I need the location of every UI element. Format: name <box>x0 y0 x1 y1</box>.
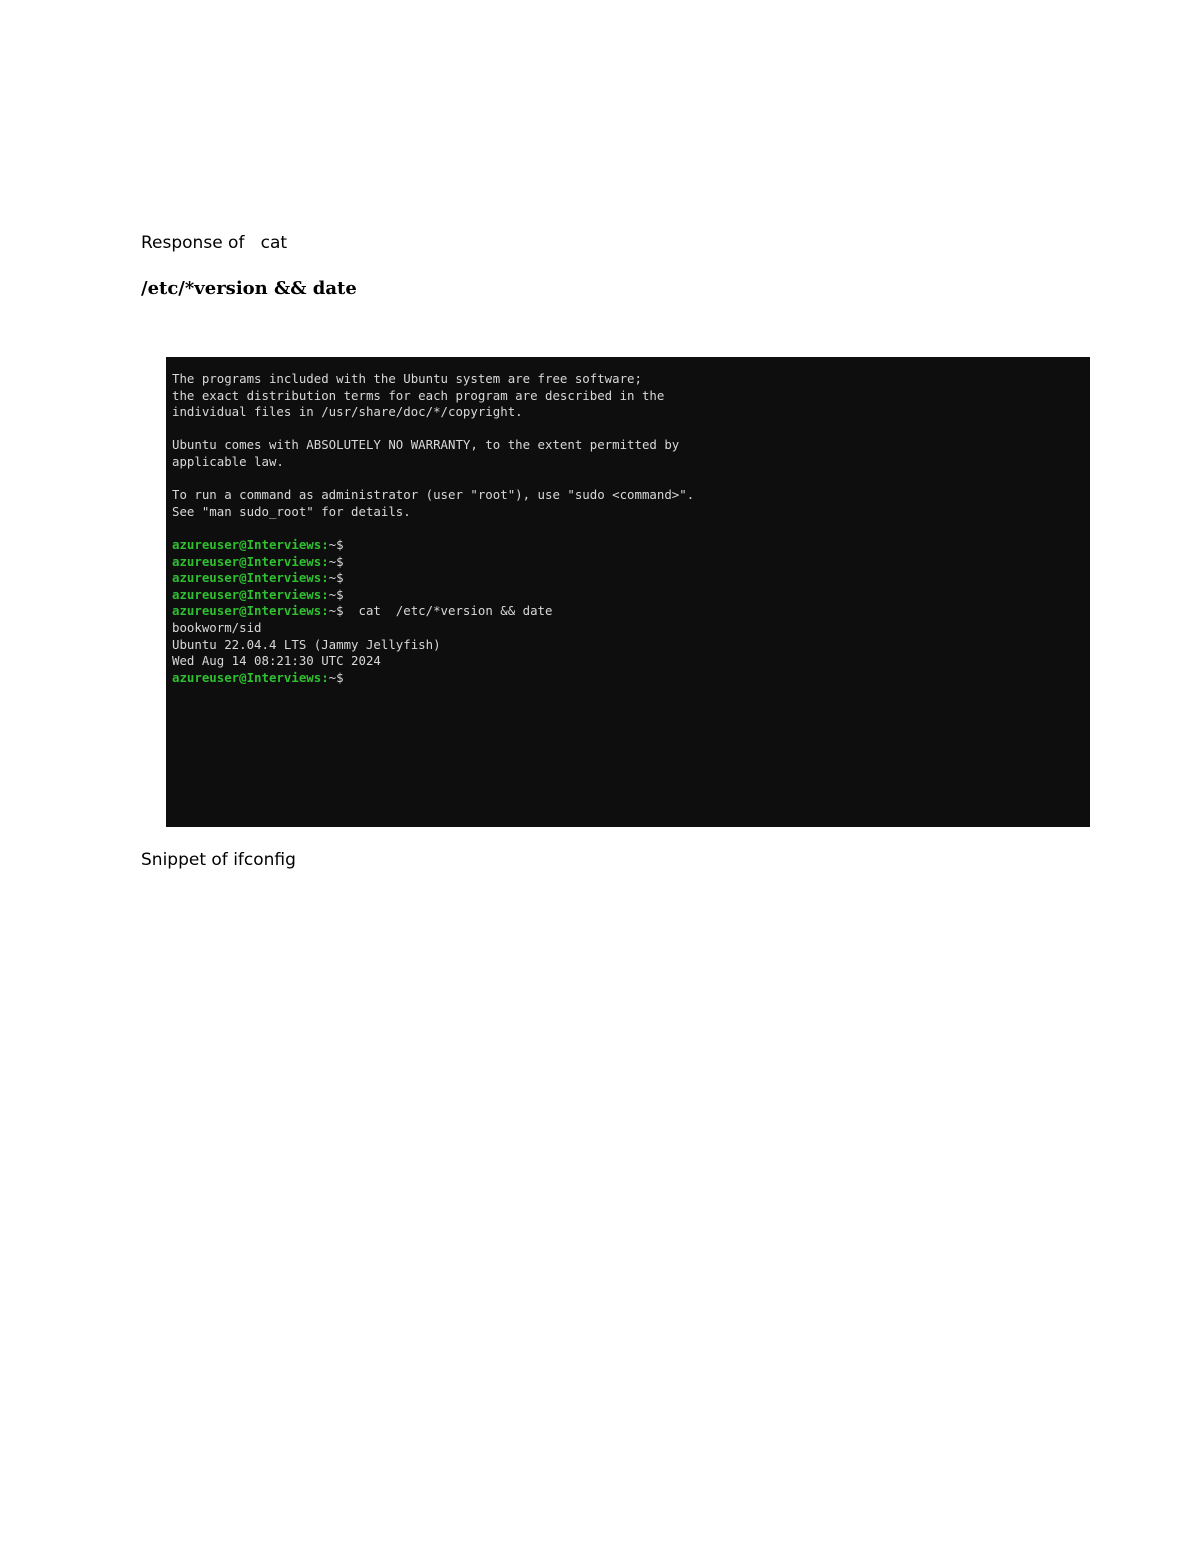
terminal-output-line: The programs included with the Ubuntu system are free software; <box>172 371 642 386</box>
prompt-user-host: azureuser@Interviews: <box>172 603 329 619</box>
terminal-output-line: applicable law. <box>172 453 284 469</box>
heading-command-part1: Response of cat <box>141 233 288 253</box>
terminal-output-line: Wed Aug 14 08:21:30 UTC 2024 <box>172 653 381 669</box>
terminal-prompt-line <box>172 554 1084 571</box>
caption-ifconfig: Snippet of ifconfig <box>141 850 296 870</box>
prompt-symbol: ~$ <box>328 570 344 586</box>
terminal-output-line: bookworm/sid <box>172 619 262 635</box>
terminal-prompt-line <box>172 537 1084 554</box>
prompt-user-host: azureuser@Interviews: <box>172 553 329 569</box>
prompt-user-host: azureuser@Interviews: <box>172 536 329 552</box>
prompt-symbol: ~$ <box>328 603 344 619</box>
prompt-symbol: ~$ <box>328 669 344 685</box>
prompt-user-host: azureuser@Interviews: <box>172 586 329 602</box>
terminal-screenshot <box>166 357 1090 827</box>
terminal-output-line: Ubuntu 22.04.4 LTS (Jammy Jellyfish) <box>172 636 441 652</box>
terminal-output-line <box>172 421 1084 438</box>
terminal-output-line <box>172 520 1084 537</box>
terminal-output-line: To run a command as administrator (user "root"), use "sudo <command>". <box>172 487 695 503</box>
prompt-user-host: azureuser@Interviews: <box>172 570 329 586</box>
prompt-symbol: ~$ <box>328 553 344 569</box>
prompt-command: cat /etc/*version && date <box>343 603 553 619</box>
prompt-user-host: azureuser@Interviews: <box>172 669 329 685</box>
terminal-prompt-line <box>172 570 1084 587</box>
prompt-symbol: ~$ <box>328 586 344 602</box>
terminal-prompt-line <box>172 587 1084 604</box>
terminal-output-line: individual files in /usr/share/doc/*/copyright. <box>172 404 523 420</box>
terminal-output-line: Ubuntu comes with ABSOLUTELY NO WARRANTY, to the extent permitted by <box>172 437 680 453</box>
heading-command-part2: /etc/*version && date <box>141 278 357 299</box>
terminal-output-line: See "man sudo_root" for details. <box>172 503 411 519</box>
terminal-prompt-line <box>172 603 1084 620</box>
terminal-output-line <box>172 471 1084 488</box>
prompt-symbol: ~$ <box>328 536 344 552</box>
terminal-output-line: the exact distribution terms for each program are described in the <box>172 387 665 403</box>
terminal-prompt-line <box>172 670 1084 687</box>
